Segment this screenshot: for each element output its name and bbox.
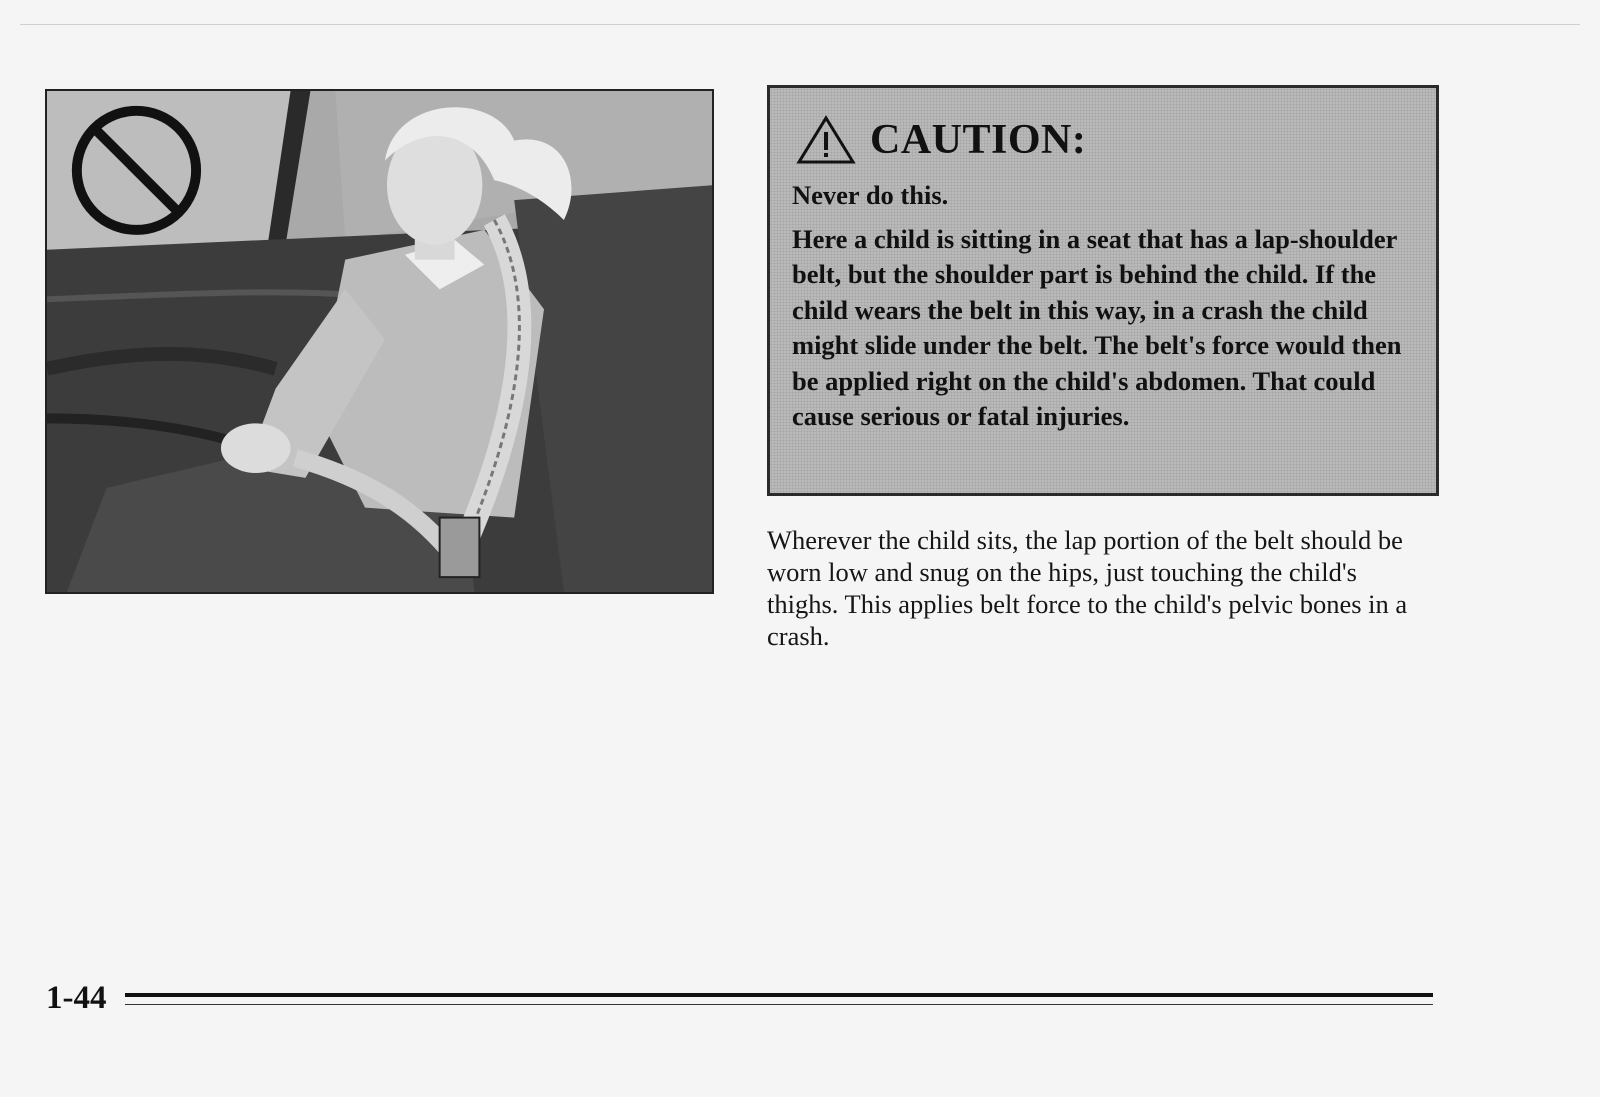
caution-lead: Never do this.: [792, 180, 949, 210]
caution-title: CAUTION:: [870, 117, 1087, 163]
illustration-drawing: [47, 91, 712, 592]
caution-box: [767, 85, 1439, 496]
top-rule: [20, 24, 1580, 25]
body-paragraph: Wherever the child sits, the lap portion of the belt should be worn low and snug on the hips, just touching the child's thighs. This applies belt force to the child's pelvic bones in a crash.: [767, 525, 1408, 651]
caution-header: [796, 115, 1086, 165]
child-seatbelt-illustration: [45, 89, 714, 594]
caution-text: Here a child is sitting in a seat that has a lap-shoulder belt, but the shoulder part is behind the child. If the child wears the belt in this way, in a crash the child might slide under the belt. The belt's force would then be applied right on the child's abdomen. That could cause serious or fatal injuries.: [792, 223, 1402, 431]
footer-rule: [125, 993, 1433, 997]
page-number: 1-44: [46, 980, 107, 1016]
warning-triangle-icon: [796, 115, 856, 165]
caution-body: [792, 178, 1422, 435]
footer-rule-thin: [125, 1004, 1433, 1005]
